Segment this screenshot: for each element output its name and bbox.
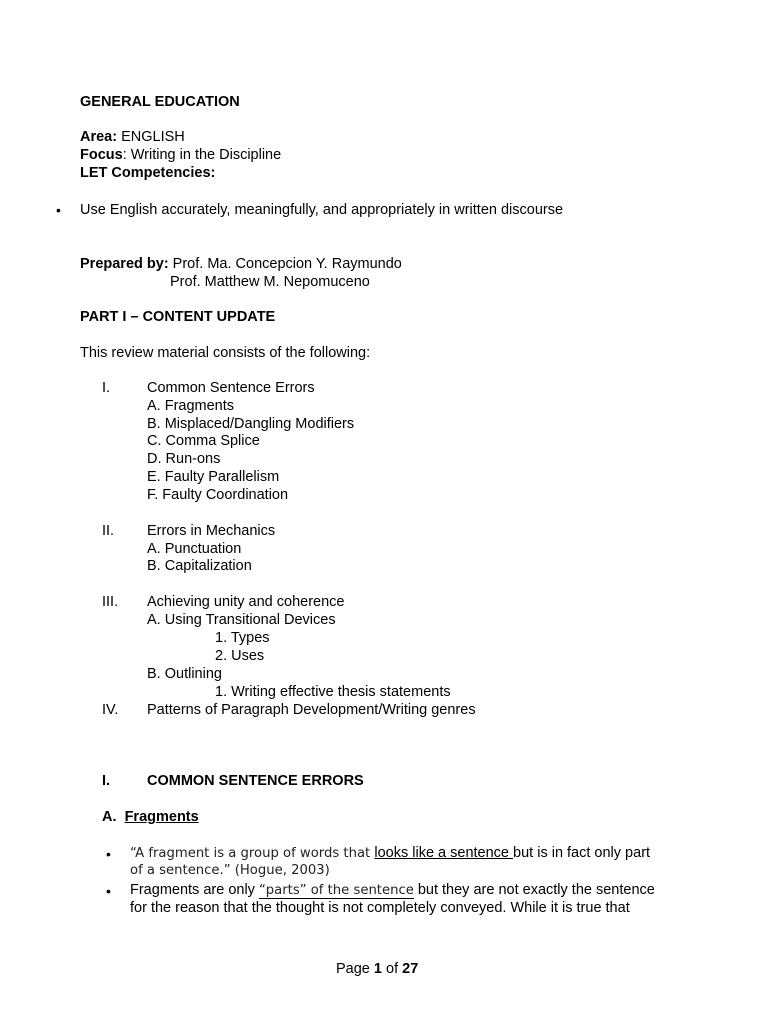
outline-item: C. Comma Splice [147,433,260,449]
part-title: PART I – CONTENT UPDATE [80,309,276,325]
preparer-1: Prof. Ma. Concepcion Y. Raymundo [168,256,402,272]
outline-item: B. Misplaced/Dangling Modifiers [147,416,355,432]
outline-heading: Achieving unity and coherence [147,594,345,610]
outline-item: E. Faulty Parallelism [147,469,280,485]
underlined-phrase: “parts” of the sentence [258,883,414,898]
competency-item: Use English accurately, meaningfully, and appropriately in written discourse [80,202,564,218]
outline-subitem: 1. Types [215,630,270,646]
prepared-label: Prepared by: [80,256,169,272]
outline-item: D. Run-ons [147,451,221,467]
page-number: 1 [373,961,382,977]
bullet-icon: • [56,202,61,218]
bullet-1-continuation: but is in fact only part [513,845,651,861]
outline-heading: Common Sentence Errors [147,380,315,396]
bullet-1-line-2: of a sentence.” (Hogue, 2003) [130,863,330,878]
bullet-1-line-1 [130,845,650,861]
outline-item: F. Faulty Coordination [147,487,289,503]
outline-heading: Errors in Mechanics [147,523,276,539]
outline-item: B. Capitalization [147,558,252,574]
outline-item: A. Using Transitional Devices [147,612,336,628]
focus-value: : Writing in the Discipline [122,147,282,163]
area-value: ENGLISH [117,129,185,145]
quote-start: “A fragment is a group of words that [130,846,375,861]
subsection-letter: A. [102,809,117,825]
page-word: Page [336,961,374,977]
area-label: Area: [80,129,118,145]
bullet-icon: • [106,846,111,862]
outline-item: A. Punctuation [147,541,242,557]
competencies-label: LET Competencies: [80,165,216,181]
outline-subitem: 2. Uses [215,648,265,664]
underlined-phrase: looks like a sentence [374,845,514,861]
focus-label: Focus [80,147,123,163]
prepared-by-line [80,256,402,272]
bullet-2-start: Fragments are only [130,882,259,898]
outline-num: III. [102,594,119,610]
outline-heading: Patterns of Paragraph Development/Writing genres [147,702,476,718]
of-word: of [381,961,403,977]
bullet-icon: • [106,883,111,899]
intro-text: This review material consists of the following: [80,345,371,361]
outline-num: II. [102,523,115,539]
outline-item: B. Outlining [147,666,222,682]
section-title: COMMON SENTENCE ERRORS [147,773,364,789]
outline-num: I. [102,380,111,396]
section-num: I. [102,773,111,789]
bullet-2-continuation: but they are not exactly the sentence [413,882,655,898]
bullet-2-line-1 [130,882,655,898]
area-line [80,129,185,145]
subsection-title: Fragments [124,809,199,825]
outline-subitem: 1. Writing effective thesis statements [215,684,451,700]
page-total: 27 [402,961,419,977]
document-title: GENERAL EDUCATION [80,94,240,110]
page-footer [336,961,418,977]
preparer-2: Prof. Matthew M. Nepomuceno [170,274,370,290]
bullet-2-line-2: for the reason that the thought is not completely conveyed. While it is true that [130,900,630,916]
subsection-heading [102,809,199,825]
focus-line [80,147,281,163]
outline-item: A. Fragments [147,398,235,414]
outline-num: IV. [102,702,119,718]
